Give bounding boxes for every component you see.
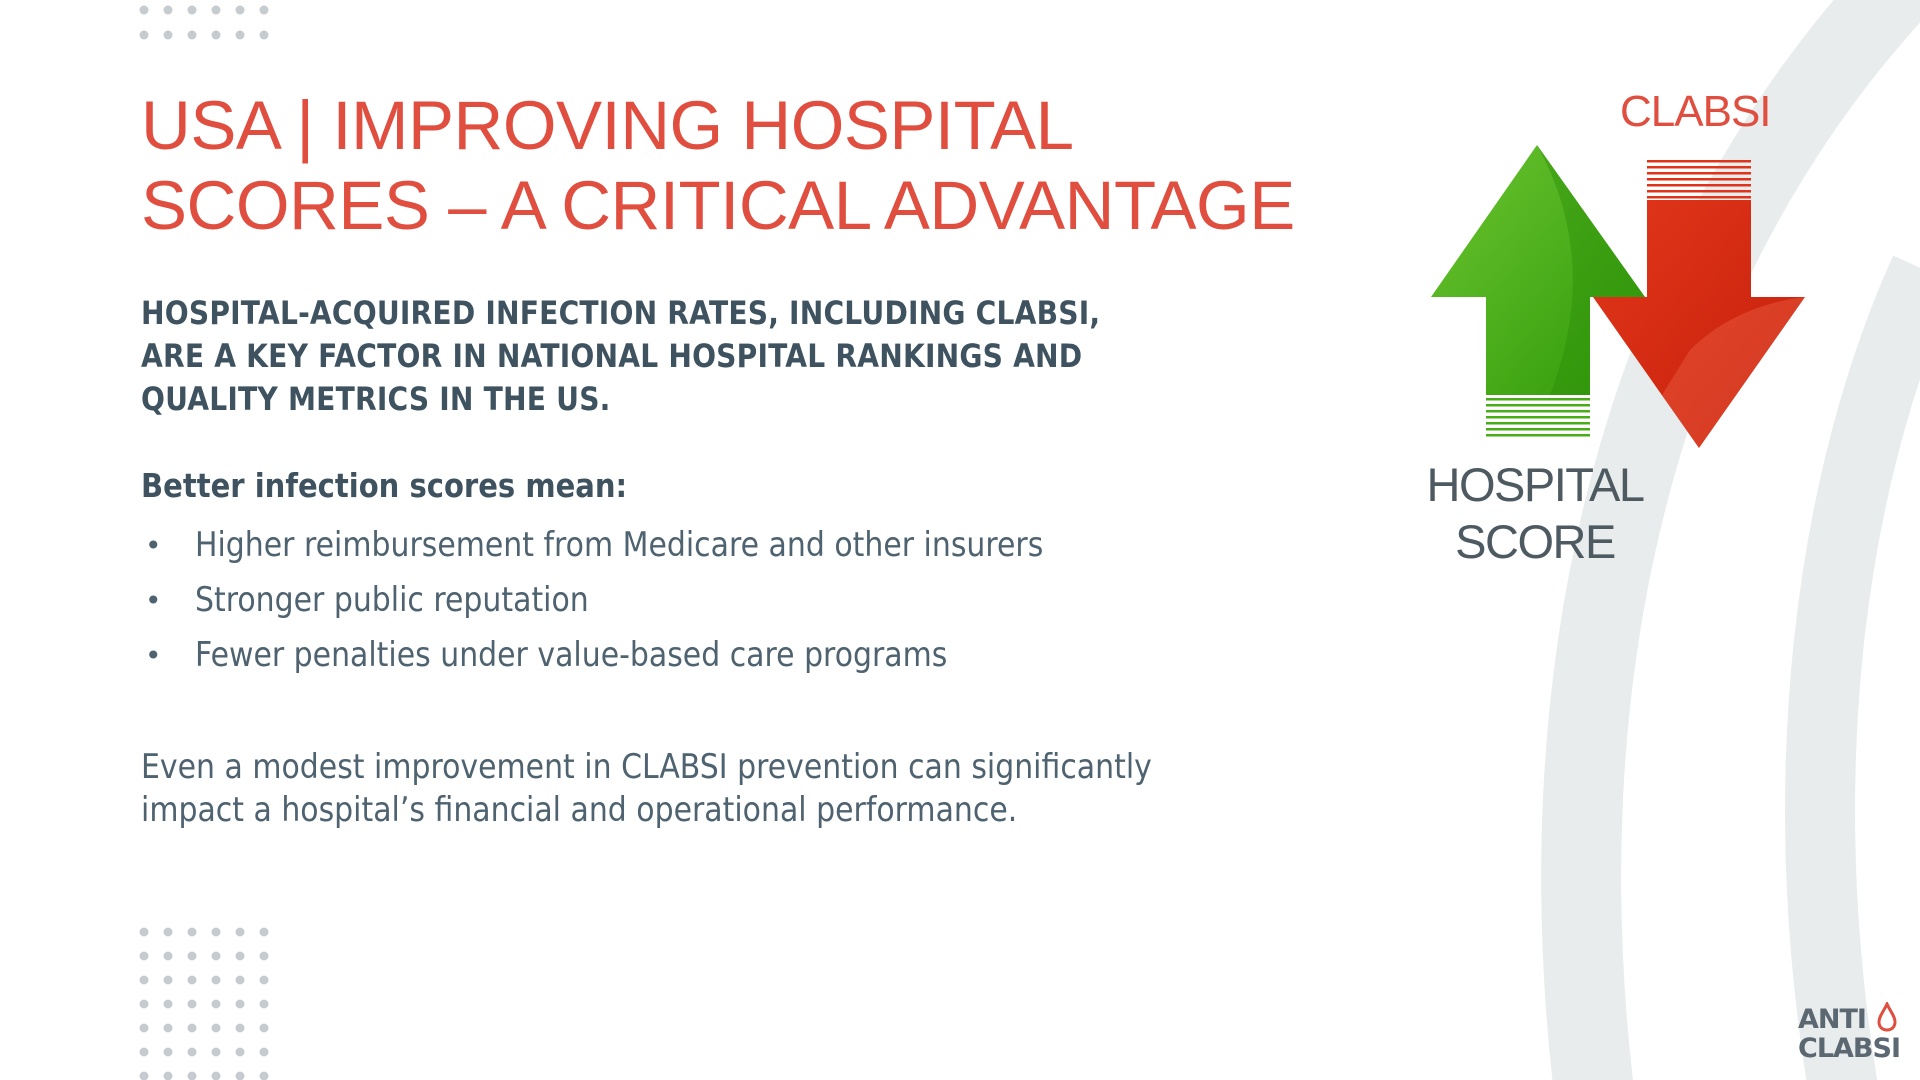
- list-item: [141, 573, 1159, 628]
- clabsi-label: CLABSI: [1620, 87, 1771, 136]
- benefits-subheading: Better infection scores mean:: [141, 466, 628, 505]
- bullet-dot-icon: •: [145, 529, 162, 562]
- bullet-dot-icon: •: [145, 584, 162, 617]
- lead-line-2: ARE A KEY FACTOR IN NATIONAL HOSPITAL RANKINGS AND: [141, 337, 1083, 375]
- dot-grid-top: [134, 0, 274, 46]
- page-title: [141, 86, 1295, 246]
- up-down-arrows-graphic: [1400, 130, 1820, 460]
- list-item-text: Higher reimbursement from Medicare and other insurers: [195, 525, 1044, 565]
- list-item-text: Fewer penalties under value-based care programs: [195, 635, 948, 675]
- page-title-line-1: USA | IMPROVING HOSPITAL: [141, 87, 1074, 164]
- benefits-list: [141, 518, 1159, 683]
- closing-paragraph: [141, 746, 1152, 832]
- closing-line-1: Even a modest improvement in CLABSI prevention can significantly: [141, 747, 1152, 787]
- dot-grid-bottom: [134, 922, 274, 1080]
- list-item: [141, 628, 1159, 683]
- logo-text-line-2: CLABSI: [1798, 1033, 1900, 1064]
- list-item: [141, 518, 1159, 573]
- logo-text-line-1: ANTI: [1798, 1004, 1866, 1035]
- hospital-score-label: [1420, 456, 1650, 570]
- ring-inner: [1820, 270, 1920, 1080]
- hospital-score-label-line-2: SCORE: [1455, 515, 1615, 568]
- list-item-text: Stronger public reputation: [195, 580, 589, 620]
- lead-line-3: QUALITY METRICS IN THE US.: [141, 380, 611, 418]
- lead-statement: [141, 292, 1100, 421]
- closing-line-2: impact a hospital’s financial and operational performance.: [141, 790, 1018, 830]
- blood-drop-icon: [1876, 1002, 1898, 1032]
- hospital-score-label-line-1: HOSPITAL: [1426, 458, 1644, 511]
- bullet-dot-icon: •: [145, 639, 162, 672]
- page-title-line-2: SCORES – A CRITICAL ADVANTAGE: [141, 167, 1295, 244]
- lead-line-1: HOSPITAL-ACQUIRED INFECTION RATES, INCLUDING CLABSI,: [141, 294, 1101, 332]
- down-arrow-icon: [1593, 160, 1805, 448]
- up-arrow-icon: [1431, 145, 1645, 437]
- anticlabsi-logo: [1798, 1002, 1904, 1064]
